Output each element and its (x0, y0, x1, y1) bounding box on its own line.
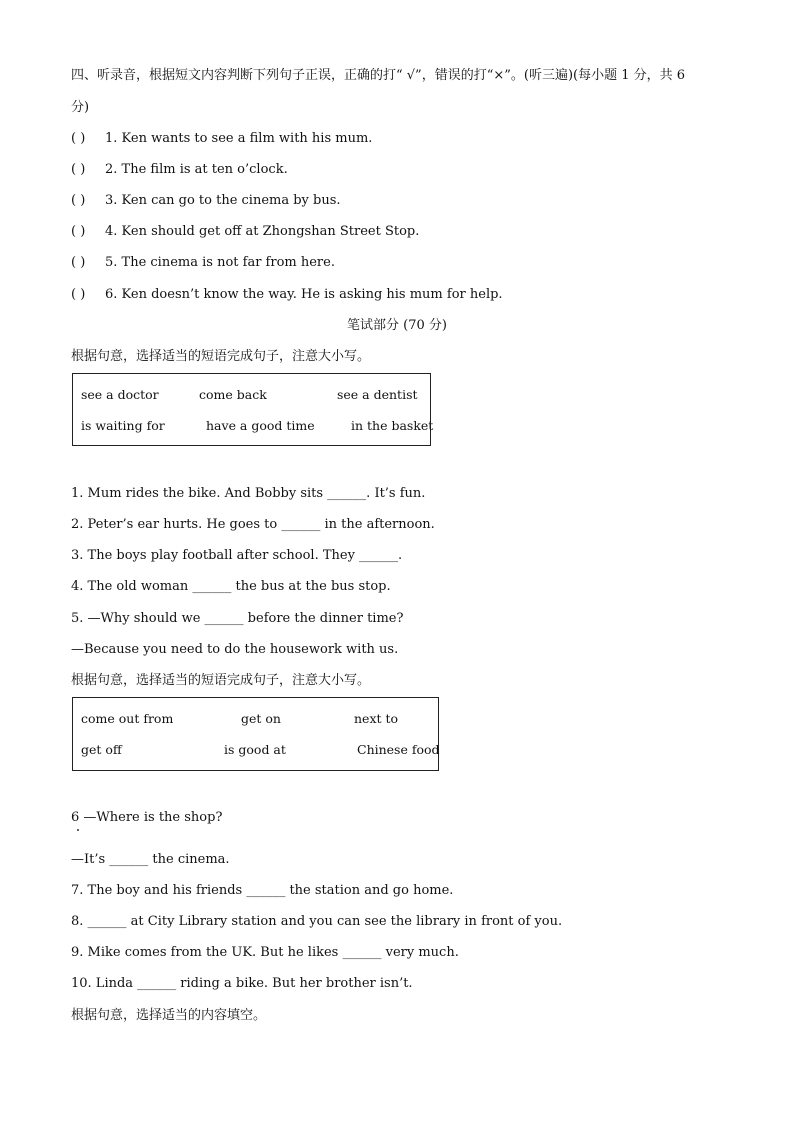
part-a-instruction: 根据句意，选择适当的短语完成句子，注意大小写。 (71, 349, 371, 364)
phrase-option: next to (354, 711, 399, 726)
sentence-6: 6 —Where is the shop? (71, 810, 223, 825)
tf-item-5 (71, 254, 335, 272)
part-b-instruction: 根据句意，选择适当的短语完成句子，注意大小写。 (71, 673, 371, 688)
sentence-4: 4. The old woman ______ the bus at the bus stop. (71, 579, 391, 594)
phrase-option: in the basket (351, 418, 434, 433)
sentence-3: 3. The boys play football after school. They ______. (71, 548, 403, 563)
answer-paren: ( ) (71, 224, 86, 239)
answer-paren: ( ) (71, 255, 86, 270)
phrase-option: Chinese food (357, 742, 440, 757)
phrase-option: see a dentist (337, 387, 418, 402)
tf-item-3 (71, 192, 341, 210)
tf-item-1 (71, 130, 372, 148)
answer-paren: ( ) (71, 162, 86, 177)
sentence-2: 2. Peter’s ear hurts. He goes to ______ in the afternoon. (71, 517, 435, 532)
tf-item-text: 3. Ken can go to the cinema by bus. (105, 193, 341, 208)
tf-item-text: 2. The film is at ten o’clock. (105, 162, 288, 177)
sentence-7: 7. The boy and his friends ______ the station and go home. (71, 883, 454, 898)
phrase-option: is good at (224, 742, 286, 757)
tf-item-text: 6. Ken doesn’t know the way. He is asking his mum for help. (105, 287, 503, 302)
phrase-box-b (72, 697, 439, 771)
tf-item-4 (71, 223, 419, 241)
tf-item-text: 1. Ken wants to see a film with his mum. (105, 131, 373, 146)
part-c-instruction: 根据句意，选择适当的内容填空。 (71, 1008, 267, 1023)
written-part-title: 笔试部分 (70 分) (347, 318, 447, 333)
tf-item-2 (71, 161, 288, 179)
phrase-option: come out from (81, 711, 174, 726)
tf-item-6 (71, 286, 503, 304)
answer-paren: ( ) (71, 131, 86, 146)
sentence-10: 10. Linda ______ riding a bike. But her brother isn’t. (71, 976, 413, 991)
phrase-box-a (72, 373, 434, 446)
sentence-1: 1. Mum rides the bike. And Bobby sits ______. It’s fun. (71, 486, 426, 501)
answer-paren: ( ) (71, 193, 86, 208)
sentence-9: 9. Mike comes from the UK. But he likes ______ very much. (71, 945, 459, 960)
sentence-5: 5. —Why should we ______ before the dinner time? (71, 611, 404, 626)
sentence-6-answer: —It’s ______ the cinema. (71, 852, 230, 867)
phrase-option: is waiting for (81, 418, 165, 433)
section-title-line1: 四、听录音，根据短文内容判断下列句子正误，正确的打“ √”，错误的打“×”。(听三遍)(每小题 1 分，共 6 (71, 68, 686, 83)
tf-item-text: 4. Ken should get off at Zhongshan Street Stop. (105, 224, 420, 239)
sentence-8: 8. ______ at City Library station and you can see the library in front of you. (71, 914, 563, 929)
phrase-option: get off (81, 742, 122, 757)
phrase-option: come back (199, 387, 267, 402)
answer-paren: ( ) (71, 287, 86, 302)
phrase-option: have a good time (206, 418, 315, 433)
sentence-5-answer: —Because you need to do the housework with us. (71, 642, 399, 657)
stray-dot (77, 829, 79, 831)
phrase-option: get on (241, 711, 281, 726)
phrase-option: see a doctor (81, 387, 159, 402)
section-title-line2: 分) (71, 100, 90, 115)
tf-item-text: 5. The cinema is not far from here. (105, 255, 335, 270)
